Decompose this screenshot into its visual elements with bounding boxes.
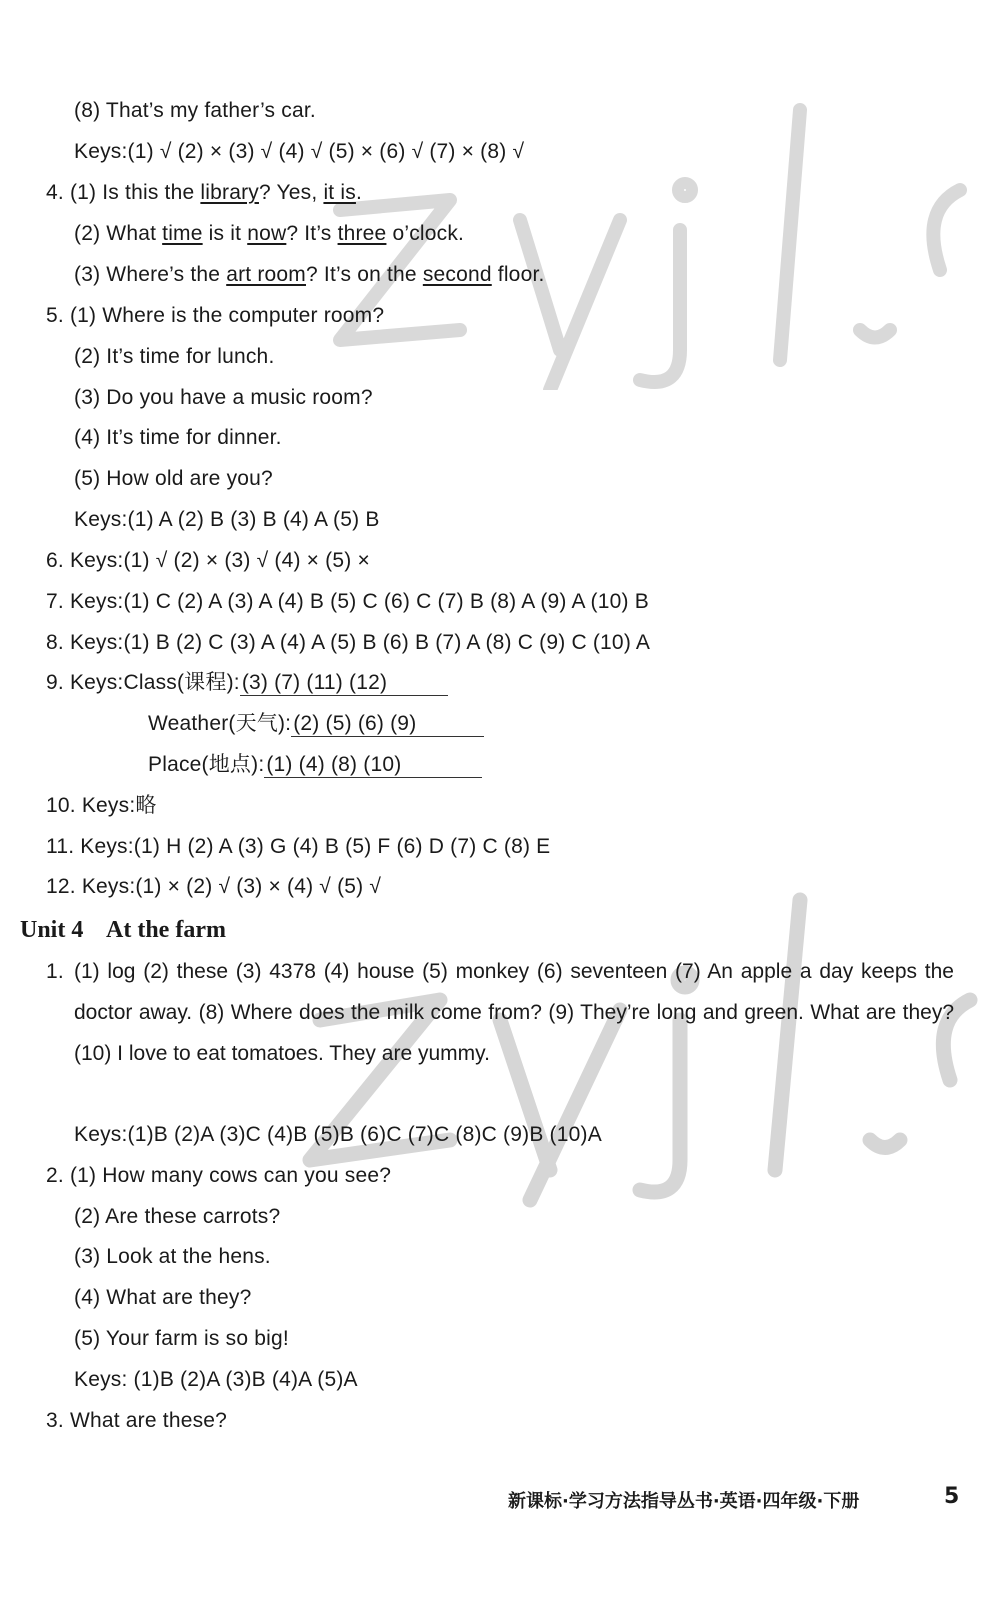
q5-line: (5) How old are you? bbox=[74, 467, 273, 490]
answer-fill: (3) (7) (11) (12) bbox=[240, 671, 448, 696]
answer-fill: three bbox=[337, 222, 387, 245]
keys-line: Keys:(1) √ (2) × (3) √ (4) √ (5) × (6) √ (7) × (8) √ bbox=[74, 140, 525, 163]
q9-class bbox=[46, 670, 448, 696]
unit4-q2-line: 2. (1) How many cows can you see? bbox=[46, 1164, 392, 1187]
text-segment: is it bbox=[202, 222, 248, 245]
text-segment: floor. bbox=[491, 263, 545, 286]
q11-keys: 11. Keys:(1) H (2) A (3) G (4) B (5) F (6) D (7) C (8) E bbox=[46, 835, 551, 858]
answer-fill: time bbox=[162, 222, 203, 245]
answer-fill: art room bbox=[226, 263, 306, 286]
answer-fill: library bbox=[200, 181, 259, 204]
q6-keys: 6. Keys:(1) √ (2) × (3) √ (4) × (5) × bbox=[46, 549, 370, 572]
answer-fill: it is bbox=[323, 181, 356, 204]
footer-series-title: 新课标·学习方法指导丛书·英语·四年级·下册 bbox=[508, 1491, 860, 1512]
section-heading: Unit 4 At the farm bbox=[20, 917, 226, 943]
page-number: 5 bbox=[944, 1484, 960, 1509]
question-number: 4. bbox=[46, 181, 64, 204]
q4-line-2 bbox=[74, 221, 464, 247]
category-label: Weather(天气): bbox=[148, 712, 292, 735]
q9-place bbox=[148, 752, 482, 778]
answer-fill: second bbox=[422, 263, 492, 286]
q7-keys: 7. Keys:(1) C (2) A (3) A (4) B (5) C (6) C (7) B (8) A (9) A (10) B bbox=[46, 590, 649, 613]
unit4-q3-line: 3. What are these? bbox=[46, 1409, 228, 1432]
answer-fill: (1) (4) (8) (10) bbox=[264, 753, 482, 778]
unit4-q2-line: (5) Your farm is so big! bbox=[74, 1327, 289, 1350]
text-segment: ? Yes, bbox=[258, 181, 324, 204]
text-segment: ? It’s on the bbox=[306, 263, 423, 286]
q5-line: (2) It’s time for lunch. bbox=[74, 345, 275, 368]
text-segment: ? It’s bbox=[286, 222, 338, 245]
keys-prefix: 9. Keys: bbox=[46, 671, 124, 694]
q8-keys: 8. Keys:(1) B (2) C (3) A (4) A (5) B (6) B (7) A (8) C (9) C (10) A bbox=[46, 631, 651, 654]
q5-line: (3) Do you have a music room? bbox=[74, 386, 373, 409]
text-segment: (2) What bbox=[74, 222, 163, 245]
unit4-q2-keys: Keys: (1)B (2)A (3)B (4)A (5)A bbox=[74, 1368, 358, 1391]
unit4-q2-line: (4) What are they? bbox=[74, 1286, 252, 1309]
unit4-q1-paragraph: (1) log (2) these (3) 4378 (4) house (5) monkey (6) seventeen (7) An apple a day keeps the doctor away. (8) Where does the milk come from? (9) They’re long and green. What are they? (10) I love to eat tomatoes. They are yummy. bbox=[74, 960, 954, 1065]
text-segment: (1) Is this the bbox=[69, 181, 201, 204]
q10-keys: 10. Keys:略 bbox=[46, 794, 157, 817]
category-label: Class(课程): bbox=[123, 671, 240, 694]
text-line: (8) That’s my father’s car. bbox=[74, 99, 316, 122]
unit4-q2-line: (2) Are these carrots? bbox=[74, 1205, 281, 1228]
unit4-q1-keys: Keys:(1)B (2)A (3)C (4)B (5)B (6)C (7)C (8)C (9)B (10)A bbox=[74, 1123, 602, 1146]
q5-line: 5. (1) Where is the computer room? bbox=[46, 304, 385, 327]
q5-keys: Keys:(1) A (2) B (3) B (4) A (5) B bbox=[74, 508, 380, 531]
text-segment: . bbox=[355, 181, 362, 204]
answer-fill: now bbox=[247, 222, 287, 245]
q5-line: (4) It’s time for dinner. bbox=[74, 426, 282, 449]
q12-keys: 12. Keys:(1) × (2) √ (3) × (4) √ (5) √ bbox=[46, 875, 382, 898]
text-segment: o’clock. bbox=[386, 222, 465, 245]
question-number: 1. bbox=[46, 960, 64, 983]
category-label: Place(地点): bbox=[148, 753, 265, 776]
text-segment: (3) Where’s the bbox=[74, 263, 227, 286]
q4-line-1 bbox=[46, 180, 362, 206]
q4-line-3 bbox=[74, 262, 545, 288]
unit4-q2-line: (3) Look at the hens. bbox=[74, 1245, 271, 1268]
q9-weather bbox=[148, 711, 484, 737]
answer-fill: (2) (5) (6) (9) bbox=[291, 712, 484, 737]
